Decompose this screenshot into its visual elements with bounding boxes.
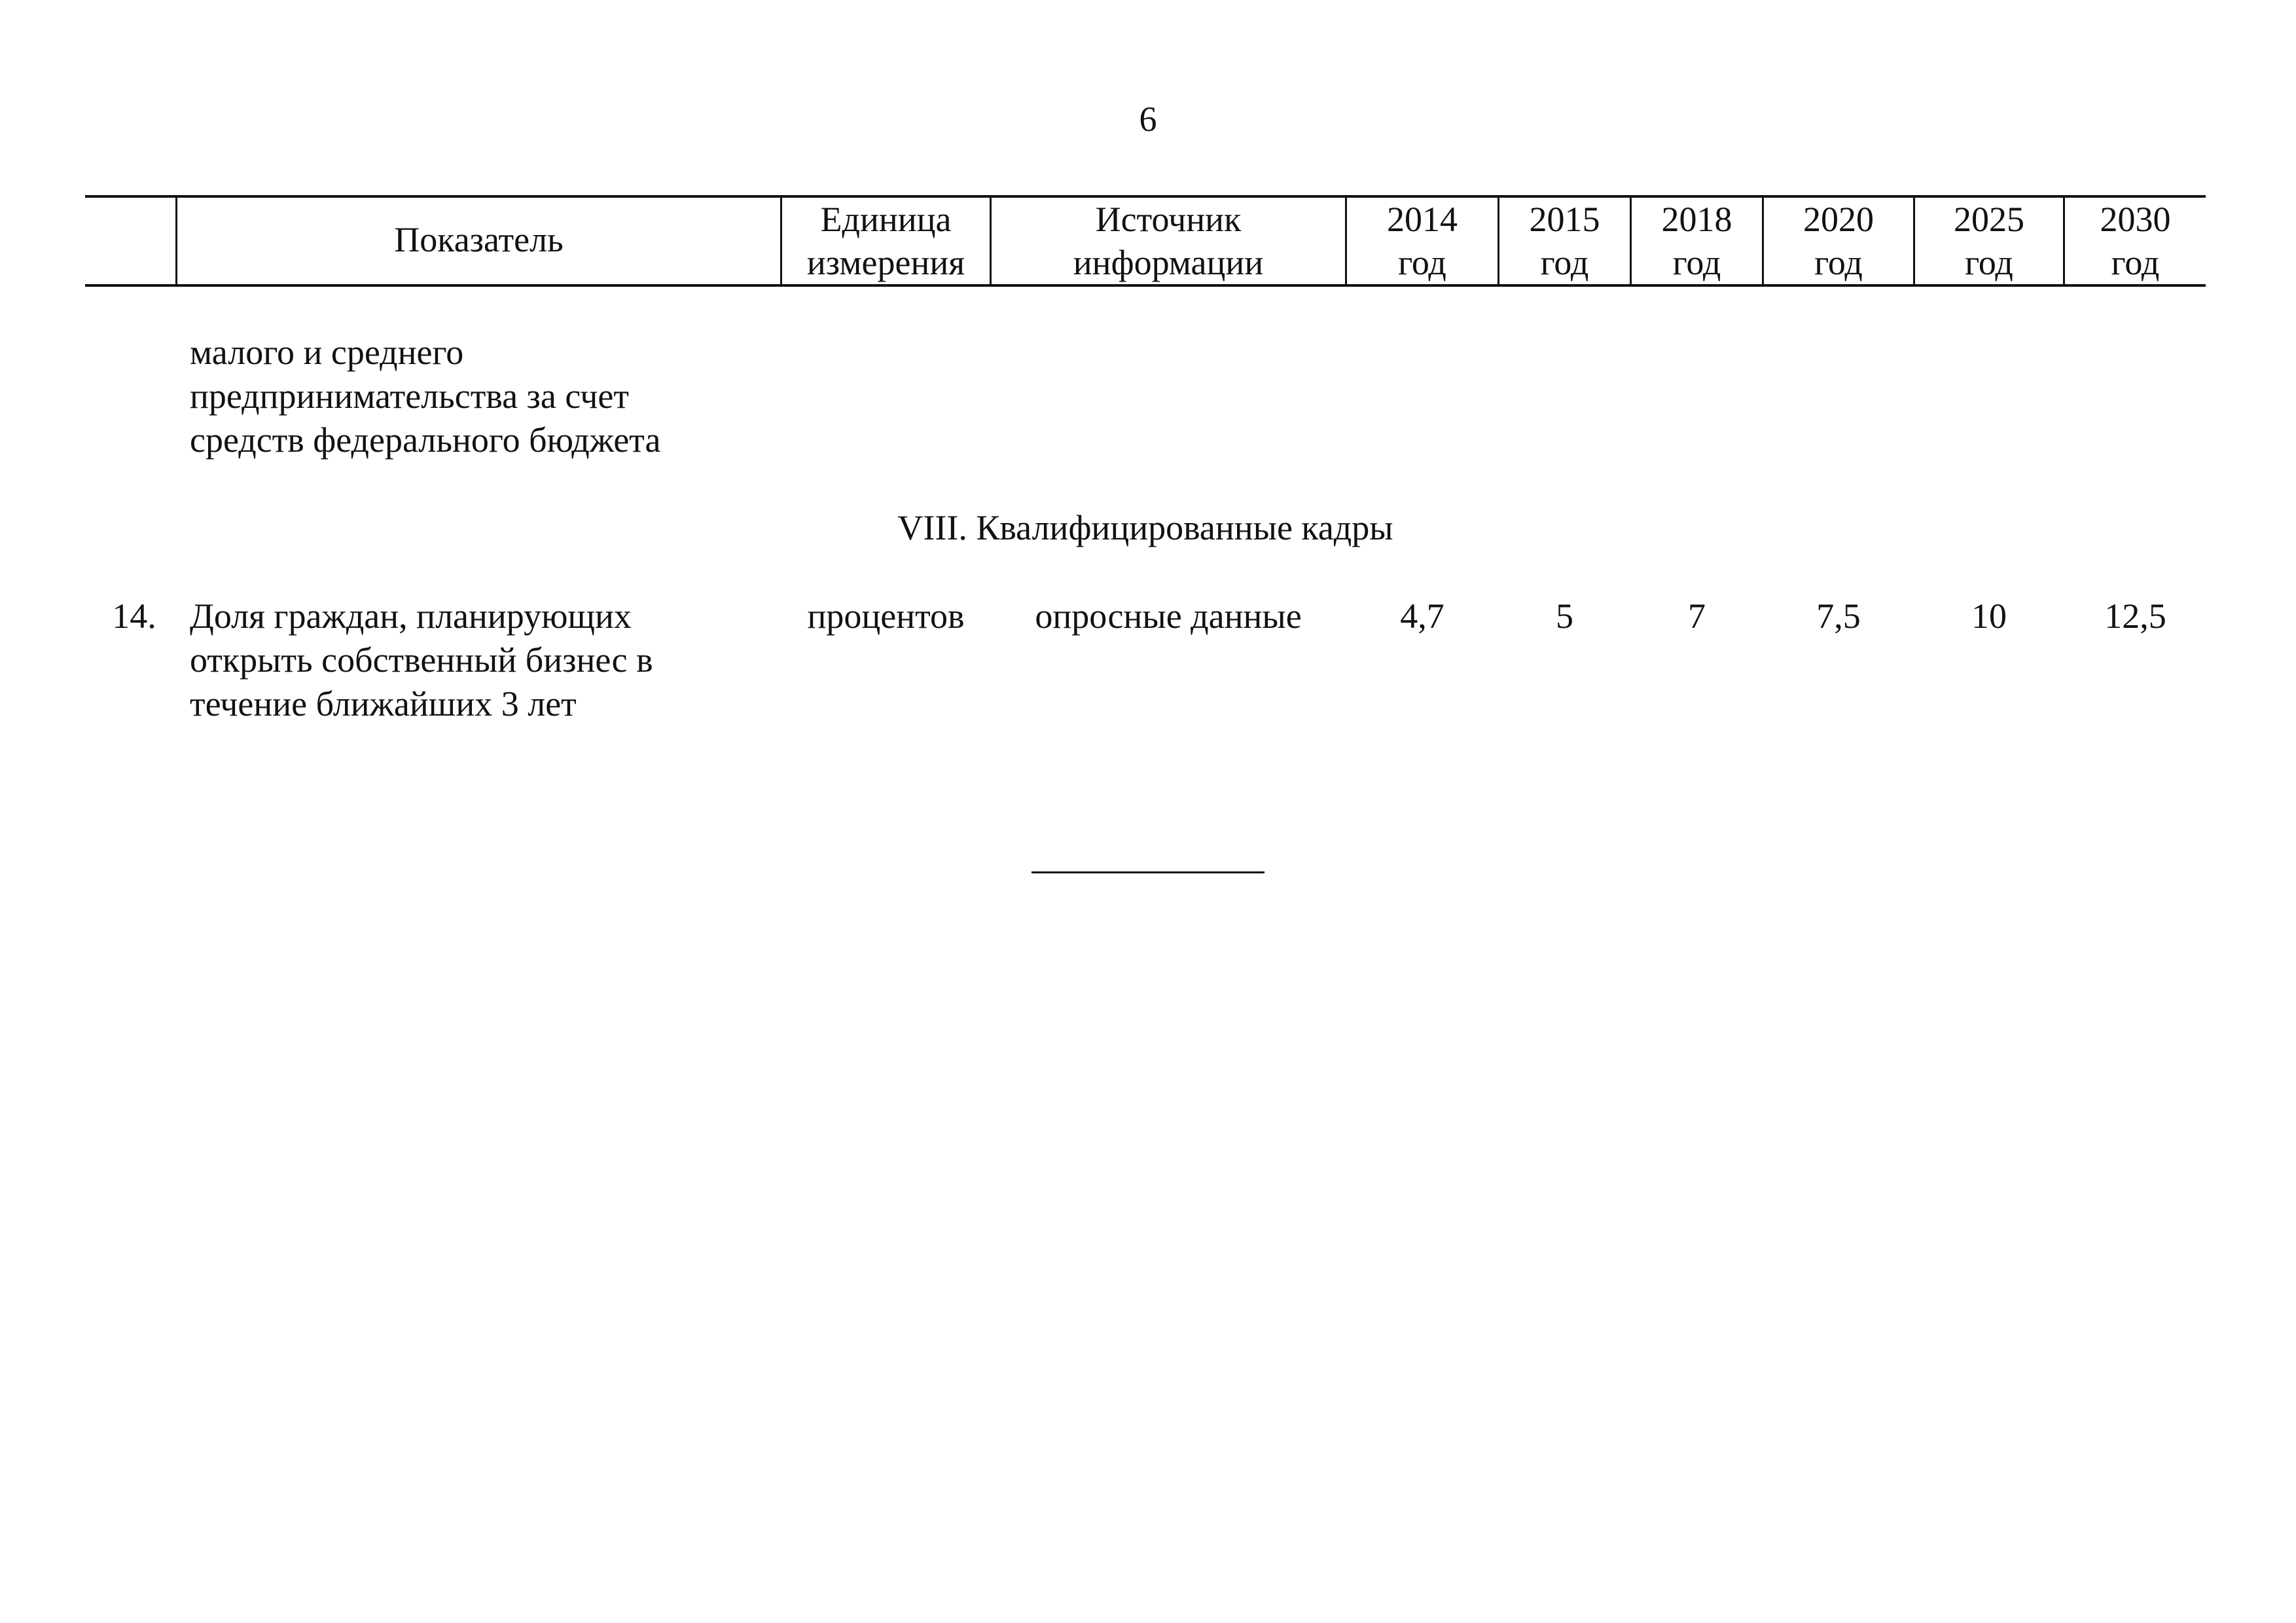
header-year-value: 2030 xyxy=(2100,200,2171,239)
row-unit: процентов xyxy=(807,596,965,636)
header-year-value: 2015 xyxy=(1529,200,1600,239)
header-source-line-1: Источник xyxy=(1095,200,1242,239)
row-indicator-line: Доля граждан, планирующих xyxy=(190,596,632,636)
header-source xyxy=(992,198,1345,284)
header-year-2014 xyxy=(1347,198,1498,284)
page-number: 6 xyxy=(1139,100,1157,139)
header-year-suffix: год xyxy=(1672,243,1721,282)
header-indicator xyxy=(177,218,780,261)
header-year-value: 2018 xyxy=(1661,200,1732,239)
row-source: опросные данные xyxy=(1035,596,1302,636)
header-year-value: 2020 xyxy=(1803,200,1874,239)
header-year-suffix: год xyxy=(2111,243,2160,282)
section-title: VIII. Квалифицированные кадры xyxy=(897,508,1393,547)
header-indicator-label: Показатель xyxy=(394,220,564,259)
row-indicator xyxy=(190,594,653,726)
header-year-2025 xyxy=(1915,198,2063,284)
header-year-2030 xyxy=(2065,198,2206,284)
table-header-bottom-rule xyxy=(85,284,2206,287)
row-value-2025: 10 xyxy=(1971,596,2007,636)
row-value-2030: 12,5 xyxy=(2104,596,2166,636)
row-indicator-line: течение ближайших 3 лет xyxy=(190,684,577,723)
header-year-suffix: год xyxy=(1814,243,1863,282)
continuation-text xyxy=(190,331,661,462)
header-year-value: 2014 xyxy=(1387,200,1458,239)
row-value-2018: 7 xyxy=(1688,596,1706,636)
header-year-value: 2025 xyxy=(1954,200,2024,239)
header-source-line-2: информации xyxy=(1073,243,1264,282)
row-number: 14. xyxy=(112,596,156,636)
row-value-2020: 7,5 xyxy=(1816,596,1861,636)
continuation-line: малого и среднего xyxy=(190,333,464,372)
header-year-2020 xyxy=(1764,198,1913,284)
header-year-suffix: год xyxy=(1398,243,1446,282)
row-value-2014: 4,7 xyxy=(1400,596,1444,636)
header-year-suffix: год xyxy=(1540,243,1589,282)
row-value-2015: 5 xyxy=(1556,596,1573,636)
header-year-suffix: год xyxy=(1965,243,2013,282)
end-of-document-rule xyxy=(1031,871,1265,873)
header-unit-line-2: измерения xyxy=(806,243,965,282)
header-unit xyxy=(782,198,990,284)
continuation-line: предпринимательства за счет xyxy=(190,376,629,416)
header-unit-line-1: Единица xyxy=(820,200,952,239)
row-indicator-line: открыть собственный бизнес в xyxy=(190,640,653,680)
continuation-line: средств федерального бюджета xyxy=(190,420,661,460)
header-year-2018 xyxy=(1632,198,1762,284)
header-year-2015 xyxy=(1499,198,1630,284)
